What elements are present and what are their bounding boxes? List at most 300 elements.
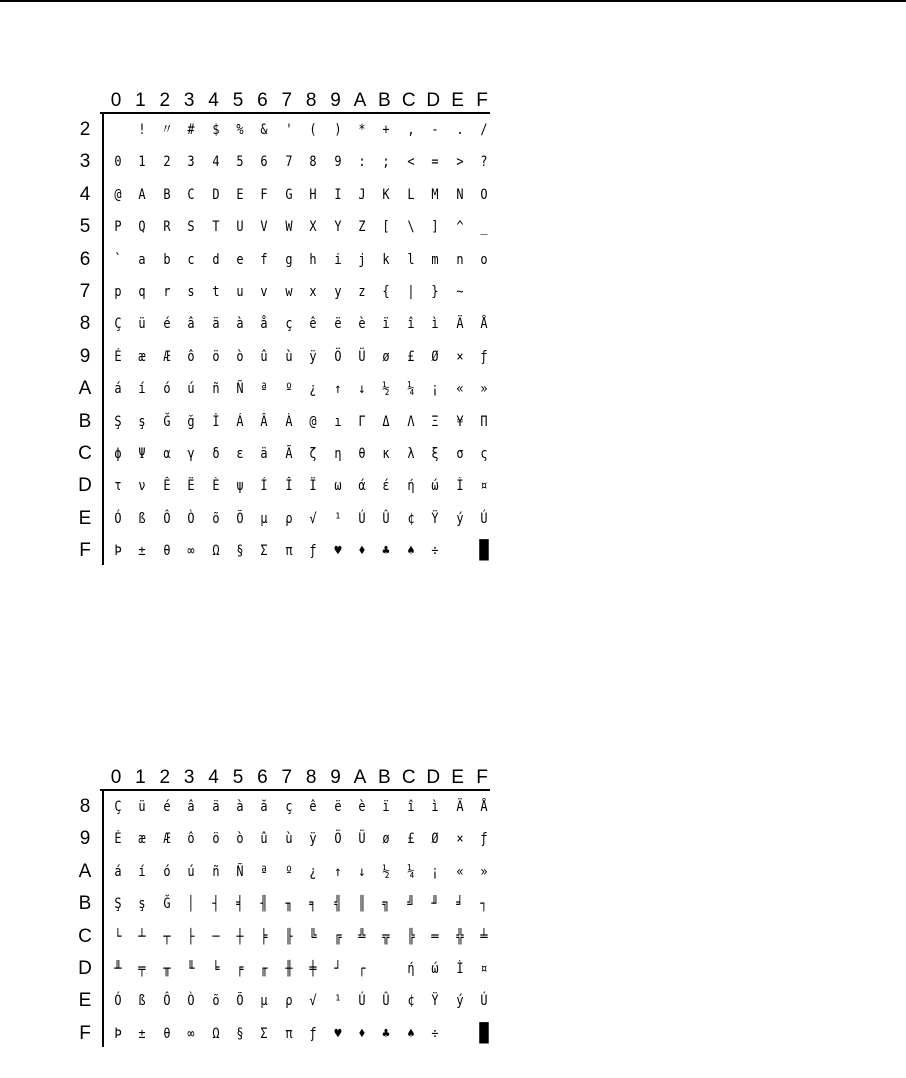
glyph-cell: $ [212,122,220,138]
glyph-cell: π [285,543,293,560]
glyph-cell: ~ [456,284,464,300]
glyph-cell: Â [260,413,268,430]
glyph-cell: ñ [212,381,220,398]
row-label: C [78,925,92,947]
glyph-cell: æ [138,348,146,365]
glyph-cell: ♦ [358,1025,366,1042]
glyph-cell: ╕ [309,896,317,913]
glyph-cell: 〃 [160,122,173,138]
glyph-cell: ï [382,799,390,815]
row-label: 5 [79,216,91,238]
column-header: D [426,90,441,111]
glyph-cell: û [260,348,268,365]
glyph-cell: É [114,348,122,365]
glyph-cell: Ş [114,413,122,430]
glyph-cell: ! [138,122,146,138]
glyph-cell: Z [358,219,366,236]
glyph-cell: ö [212,831,220,848]
row-label: A [78,378,92,400]
column-header: F [476,90,488,111]
glyph-cell: ô [187,348,195,365]
glyph-cell: Ä [456,316,464,333]
glyph-cell: Å [480,799,488,815]
glyph-cell: H [309,186,317,203]
glyph-cell: ü [138,799,146,815]
glyph-cell: ó [163,381,171,398]
column-header: 2 [159,90,171,111]
glyph-cell: f [260,251,268,268]
glyph-cell: Λ [407,413,415,430]
glyph-cell: Ç [114,799,122,815]
glyph-cell: ή [407,961,415,977]
glyph-cell: é [163,799,171,815]
glyph-cell: τ [114,478,122,495]
glyph-cell: Ω [212,1025,220,1042]
glyph-cell: ╤ [138,961,146,977]
glyph-cell: º [285,381,293,398]
glyph-cell: ä [212,316,220,333]
glyph-cell: 6 [260,154,268,171]
glyph-cell: σ [456,446,464,462]
glyph-cell: _ [480,219,488,236]
glyph-cell: m [431,251,439,268]
glyph-cell: Ψ [138,446,146,462]
column-header: 6 [257,767,268,788]
column-header: E [451,90,464,111]
glyph-cell: Ö [334,348,342,365]
glyph-cell: R [163,219,171,236]
glyph-cell: à [236,799,244,815]
glyph-cell: 9 [334,154,342,171]
glyph-cell: ý [456,993,464,1010]
glyph-cell: = [431,154,439,171]
row-label: 2 [79,119,91,140]
glyph-cell: θ [358,446,366,462]
glyph-cell: ş [138,896,146,913]
glyph-cell: 3 [187,154,195,171]
glyph-cell: Ñ [236,863,244,880]
glyph-cell: ╜ [431,896,439,913]
column-header: 3 [183,90,195,111]
glyph-cell: 1 [138,154,146,171]
glyph-cell: ª [260,863,268,880]
glyph-cell: Å [480,316,488,333]
glyph-cell: └ [114,928,122,945]
row-label: 8 [79,796,91,817]
glyph-cell: p [114,284,122,300]
glyph-cell: è [358,799,366,815]
glyph-cell: ă [260,799,268,815]
glyph-cell: Û [382,510,390,527]
glyph-cell: ╨ [114,961,122,977]
glyph-cell: ¢ [407,510,415,527]
glyph-cell: \ [407,219,415,236]
glyph-cell: Δ [382,413,390,430]
glyph-cell: ú [187,381,195,398]
glyph-cell: π [285,1025,293,1042]
glyph-cell: º [285,863,293,880]
glyph-cell: 8 [309,154,317,171]
glyph-cell: u [236,284,244,300]
glyph-cell: Ú [358,510,366,527]
glyph-cell: ┤ [212,896,220,913]
glyph-cell: ; [382,154,390,171]
row-label: 9 [79,828,91,850]
glyph-cell: a [138,251,146,268]
glyph-cell: . [456,122,464,138]
glyph-cell: ½ [382,381,390,398]
glyph-cell: ½ [382,863,390,880]
glyph-cell: ß [138,993,146,1010]
glyph-cell: 0 [114,154,122,171]
glyph-cell: ¥ [456,413,464,430]
glyph-cell: Ó [114,510,122,527]
row-label: B [78,893,92,915]
glyph-cell: ω [334,478,342,495]
glyph-cell: « [456,381,464,398]
row-label: D [78,475,92,497]
column-header: 5 [232,90,244,111]
column-header: 3 [183,767,195,788]
glyph-cell: ♥ [334,543,342,560]
glyph-cell: Ü [358,831,366,848]
glyph-cell: A [138,186,146,203]
glyph-cell: ┐ [480,896,488,913]
glyph-cell: Ö [334,831,342,848]
row-label: 4 [79,183,91,205]
glyph-cell: Ô [163,993,171,1010]
glyph-cell: ╦ [382,928,390,945]
glyph-cell: ¢ [407,993,415,1010]
glyph-cell: X [309,219,317,236]
glyph-cell: á [114,863,122,880]
glyph-cell: ╘ [212,961,220,977]
glyph-cell: Ω [212,543,220,560]
column-header: B [378,90,391,111]
glyph-cell: µ [260,993,268,1010]
glyph-cell: ζ [309,446,317,462]
glyph-cell: õ [212,993,220,1010]
glyph-cell: Ô [163,510,171,527]
glyph-cell: Ÿ [431,993,439,1010]
glyph-cell: v [260,284,268,300]
glyph-cell: t [212,284,220,300]
glyph-cell: T [212,219,220,236]
glyph-cell: ξ [431,446,439,462]
glyph-cell: % [236,122,244,138]
glyph-cell: ν [138,478,146,495]
glyph-cell: â [187,799,195,815]
glyph-cell: κ [382,446,390,462]
glyph-cell: J [358,186,366,203]
glyph-cell: ] [431,219,439,236]
glyph-cell: ↑ [334,863,342,880]
glyph-cell: η [334,446,342,462]
row-label: 3 [79,151,91,173]
glyph-cell: Ú [480,993,488,1010]
glyph-cell: í [138,863,146,880]
column-header: 1 [135,767,146,788]
glyph-cell: @ [309,413,317,430]
glyph-cell: θ [163,543,171,560]
glyph-cell: , [407,122,415,138]
row-label: B [78,410,92,432]
glyph-cell: Ì [456,961,464,977]
glyph-cell: ♣ [382,1025,390,1042]
glyph-cell: ╝ [407,896,415,913]
glyph-cell: É [114,831,122,848]
glyph-cell: [ [382,219,390,236]
glyph-cell: ╔ [334,928,342,945]
glyph-cell: @ [114,186,122,203]
glyph-cell: ┴ [138,928,146,945]
glyph-cell: ø [382,348,390,365]
glyph-cell: ¤ [480,961,488,977]
glyph-cell: γ [187,446,195,462]
glyph-cell: £ [407,348,415,365]
glyph-cell: ╚ [309,928,317,945]
column-header: 9 [330,90,341,111]
glyph-cell: 4 [212,154,220,171]
glyph-cell: ╬ [456,928,464,945]
glyph-cell: Ã [285,446,293,462]
column-header: 8 [305,90,317,111]
glyph-cell: õ [212,510,220,527]
glyph-cell: C [187,186,195,203]
glyph-cell: § [236,1025,244,1042]
glyph-cell: θ [163,1025,171,1042]
glyph-cell: Q [138,219,146,236]
glyph-cell: ═ [431,928,439,945]
glyph-cell: / [480,122,488,138]
glyph-cell: Ğ [163,896,171,913]
glyph-cell: έ [382,478,390,495]
row-label: E [78,990,92,1012]
glyph-cell: ή [407,478,415,495]
glyph-cell: ÿ [309,348,317,365]
glyph-cell: α [163,446,171,462]
glyph-cell: ç [285,799,293,815]
glyph-cell: û [260,831,268,848]
column-header: 4 [208,90,219,111]
glyph-cell: é [163,316,171,333]
glyph-cell: k [382,251,390,268]
glyph-cell: Í [260,478,268,495]
glyph-cell: ý [456,510,464,527]
glyph-cell: Ξ [431,413,439,430]
glyph-cell: ∞ [187,543,195,560]
glyph-cell: è [358,316,366,333]
glyph-cell: Ú [358,993,366,1010]
glyph-cell: Ú [480,510,488,527]
glyph-cell: E [236,186,244,203]
glyph-cell: ê [309,316,317,333]
glyph-cell: Σ [260,543,268,560]
glyph-cell: ƒ [480,348,488,365]
glyph-cell: ø [382,831,390,848]
column-header: A [353,767,367,788]
glyph-cell: Ï [309,478,317,495]
glyph-cell: V [260,219,268,236]
glyph-cell: ô [187,831,195,848]
row-label: 9 [79,345,91,367]
glyph-cell: > [456,154,464,171]
glyph-cell: ì [431,316,439,333]
glyph-cell: n [456,251,464,268]
row-label: C [78,443,92,464]
glyph-cell: - [431,122,439,138]
glyph-cell: U [236,219,244,236]
glyph-cell: N [456,186,464,203]
top-rule [0,0,906,2]
glyph-cell: ' [285,122,293,138]
glyph-cell: ÷ [431,543,439,560]
glyph-cell: ± [138,1025,146,1042]
glyph-cell: Á [236,413,244,430]
glyph-cell: ¡ [431,381,439,398]
row-label: D [78,958,92,979]
row-label: F [79,540,91,562]
column-header: 5 [232,767,244,788]
glyph-cell: Ÿ [431,510,439,527]
glyph-cell: ╩ [358,928,366,945]
row-label-rule [102,112,104,565]
glyph-cell: ά [358,478,366,495]
glyph-cell: ì [431,799,439,815]
glyph-cell: à [236,316,244,333]
glyph-cell: ƒ [309,543,317,560]
glyph-cell: { [382,284,390,300]
row-label: F [79,1022,91,1044]
glyph-cell: S [187,219,195,236]
column-header: E [451,767,464,788]
glyph-cell: Ò [187,510,195,527]
glyph-cell: ¤ [480,478,488,495]
glyph-cell: | [407,284,415,300]
column-header: 8 [305,767,317,788]
glyph-cell: À [285,413,293,430]
row-label: A [78,860,92,882]
glyph-cell: £ [407,831,415,848]
glyph-cell: Ê [163,478,171,495]
column-header: B [378,767,391,788]
glyph-cell: ς [480,446,488,462]
glyph-cell: Ì [456,478,464,495]
glyph-cell: l [407,251,415,268]
glyph-cell: 7 [285,154,293,171]
glyph-cell: ╫ [285,961,293,977]
glyph-cell: ± [138,543,146,560]
glyph-cell: █ [479,1022,489,1044]
glyph-cell: ώ [431,961,439,977]
column-header: D [426,767,441,788]
glyph-cell: ù [285,348,293,365]
glyph-cell: ─ [212,928,220,945]
column-header: 4 [208,767,219,788]
column-header: C [401,767,416,788]
glyph-cell: ╥ [163,961,171,977]
glyph-cell: o [480,251,488,268]
glyph-cell: Ç [114,316,122,333]
glyph-cell: ò [236,348,244,365]
glyph-cell: Ş [114,896,122,913]
glyph-cell: √ [309,510,317,527]
glyph-cell: < [407,154,415,171]
glyph-cell: h [309,251,317,268]
glyph-cell: î [407,316,415,333]
glyph-cell: ┬ [163,928,171,945]
glyph-cell: x [309,284,317,300]
glyph-cell: í [138,381,146,398]
glyph-cell: & [260,122,268,138]
glyph-cell: ¿ [309,381,317,398]
glyph-cell: ╗ [382,896,390,913]
glyph-cell: Õ [236,510,244,527]
glyph-cell: ╓ [260,961,268,977]
glyph-cell: ( [309,122,317,138]
glyph-cell: « [456,863,464,880]
glyph-cell: ä [212,799,220,815]
glyph-cell: O [480,186,488,203]
glyph-cell: ¡ [431,863,439,880]
column-header: 9 [330,767,341,788]
glyph-cell: ¼ [407,381,415,398]
glyph-cell: ρ [285,510,293,527]
glyph-cell: j [358,251,366,268]
header-rule [100,789,490,791]
glyph-cell: ┌ [358,961,366,977]
glyph-cell: ╧ [480,928,488,945]
glyph-cell: ╪ [309,961,317,977]
glyph-cell: » [480,381,488,398]
glyph-cell: ÷ [431,1025,439,1042]
glyph-cell: * [358,122,366,138]
glyph-cell: Ò [187,993,195,1010]
glyph-cell: Σ [260,1025,268,1042]
glyph-cell: Õ [236,993,244,1010]
glyph-cell: ┘ [334,961,342,977]
glyph-cell: Γ [358,413,366,430]
glyph-cell: ñ [212,863,220,880]
glyph-cell: ê [309,799,317,815]
glyph-cell: â [187,316,195,333]
glyph-cell: δ [212,446,220,462]
glyph-cell: ö [212,348,220,365]
glyph-cell: ╖ [285,896,293,913]
glyph-cell: ↓ [358,863,366,880]
glyph-cell: s [187,284,195,300]
glyph-cell: Û [382,993,390,1010]
glyph-cell: ú [187,863,195,880]
glyph-cell: ÿ [309,831,317,848]
glyph-cell: 5 [236,154,244,171]
glyph-cell: ) [334,122,342,138]
glyph-cell: ¼ [407,863,415,880]
glyph-cell: ^ [456,219,464,236]
column-header: 6 [257,90,268,111]
glyph-cell: Ñ [236,381,244,398]
glyph-cell: á [114,381,122,398]
glyph-cell: Ó [114,993,122,1010]
glyph-cell: ╠ [407,928,415,945]
glyph-cell: ♥ [334,1025,342,1042]
glyph-cell: I [334,186,342,203]
glyph-cell: µ [260,510,268,527]
column-header: F [476,767,488,788]
glyph-cell: ╢ [260,896,268,913]
glyph-cell: Þ [114,543,122,560]
glyph-cell: ∞ [187,1025,195,1042]
